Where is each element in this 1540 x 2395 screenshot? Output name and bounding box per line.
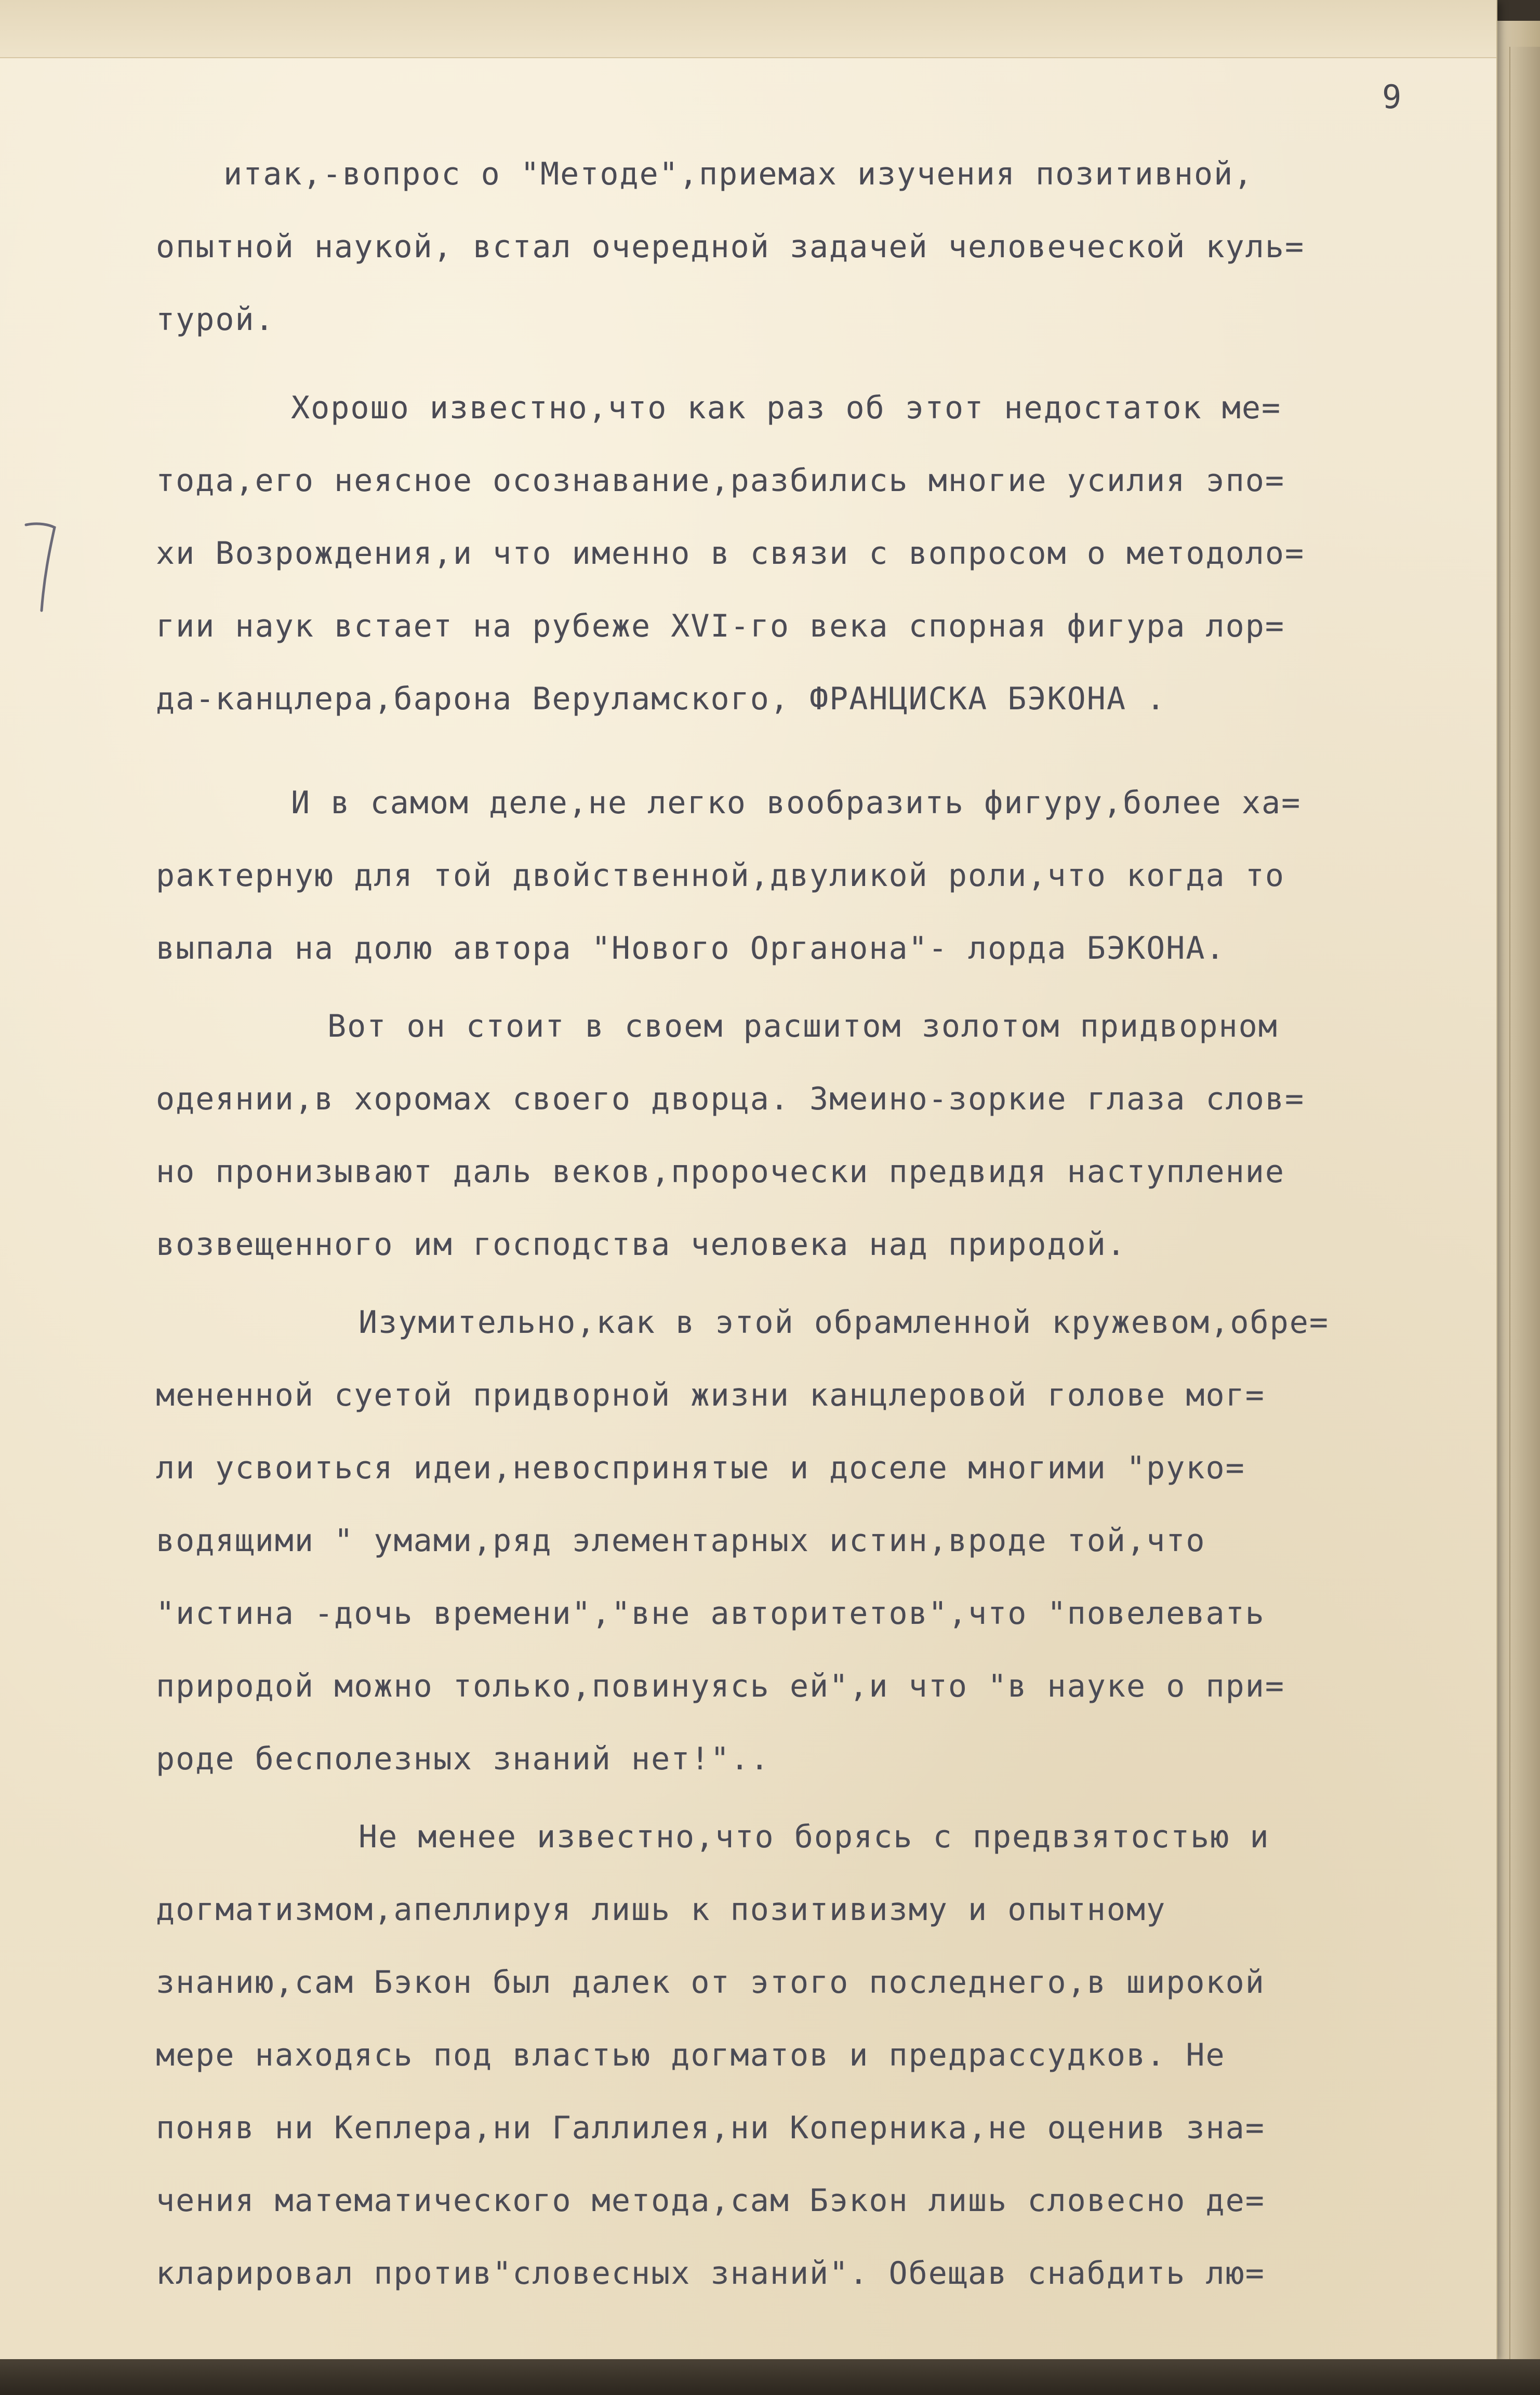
page-number: 9 [1382,78,1402,116]
text-line: да-канцлера,барона Веруламского, ФРАНЦИСКА БЭКОНА . [156,681,1166,717]
text-line: итак,-вопрос о "Методе",приемах изучения позитивной, [223,156,1254,192]
text-line: "истина -дочь времени","вне авторитетов",что "повелевать [156,1595,1265,1632]
document-body [156,151,1476,2292]
text-line: возвещенного им господства человека над природой. [156,1226,1127,1263]
text-line: одеянии,в хоромах своего дворца. Змеино-зоркие глаза слов= [156,1081,1305,1117]
page-top-edge [0,0,1496,58]
text-line: И в самом деле,не легко вообразить фигуру,более ха= [291,785,1302,821]
text-line: мененной суетой придворной жизни канцлеровой голове мог= [156,1377,1265,1413]
text-line: чения математического метода,сам Бэкон лишь словесно де= [156,2182,1265,2219]
text-line: выпала на долю автора "Нового Органона"- лорда БЭКОНА. [156,930,1226,967]
text-line: Хорошо известно,что как раз об этот недостаток ме= [291,390,1282,426]
text-line: но пронизывают даль веков,пророчески предвидя наступление [156,1154,1285,1190]
text-line: кларировал против"словесных знаний". Обещав снабдить лю= [156,2255,1265,2292]
text-line: турой. [156,301,275,338]
text-line: Вот он стоит в своем расшитом золотом придворном [327,1008,1278,1044]
text-line: Изумительно,как в этой обрамленной кружевом,обре= [359,1304,1330,1341]
text-line: водящими " умами,ряд элементарных истин,вроде той,что [156,1523,1206,1559]
text-line: знанию,сам Бэкон был далек от этого последнего,в широкой [156,1964,1265,2001]
scan-bottom-edge [0,2359,1540,2395]
text-line: тода,его неясное осознавание,разбились многие усилия эпо= [156,462,1285,499]
text-line: опытной наукой, встал очередной задачей человеческой куль= [156,229,1305,265]
text-line: роде бесполезных знаний нет!".. [156,1741,770,1777]
text-line: мере находясь под властью догматов и предрассудков. Не [156,2037,1226,2073]
text-line: догматизмом,апеллируя лишь к позитивизму и опытному [156,1891,1166,1928]
margin-note [16,514,68,618]
text-line: ли усвоиться идеи,невоспринятые и доселе многими "руко= [156,1450,1245,1486]
text-line: природой можно только,повинуясь ей",и что "в науке о при= [156,1668,1285,1704]
back-sheet-edge [1509,47,1540,2375]
text-line: хи Возрождения,и что именно в связи с вопросом о методоло= [156,535,1305,572]
text-line: рактерную для той двойственной,двуликой роли,что когда то [156,857,1285,894]
text-line: гии наук встает на рубеже XVI-го века спорная фигура лор= [156,608,1285,644]
text-line: Не менее известно,что борясь с предвзятостью и [359,1819,1270,1855]
text-line: поняв ни Кеплера,ни Галлилея,ни Коперника,не оценив зна= [156,2110,1265,2146]
